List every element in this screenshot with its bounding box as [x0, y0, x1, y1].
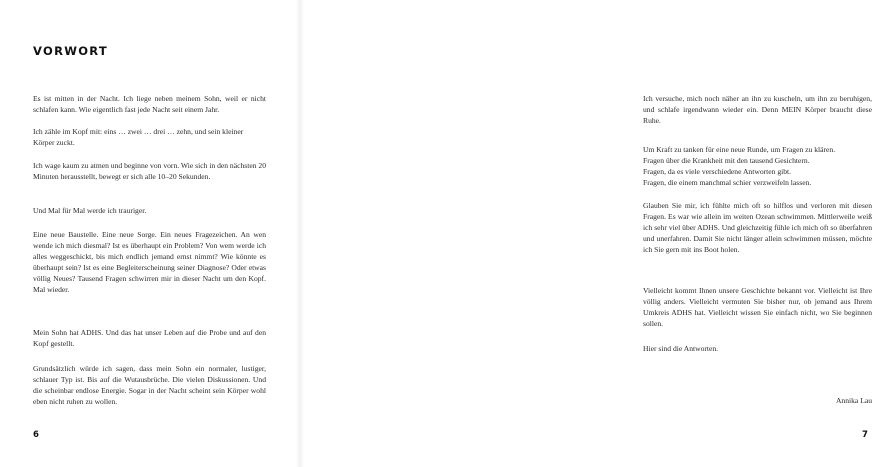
paragraph: Es ist mitten in der Nacht. Ich liege neben meinem Sohn, weil er nicht schlafen kann. Wie eigentlich fast jede Nacht seit einem Jahr. [33, 94, 266, 114]
paragraph: Hier sind die Antworten. [643, 344, 719, 353]
paragraph: Grundsätzlich würde ich sagen, dass mein Sohn ein normaler, lustiger, schlauer Typ ist. Bis auf die Wutausbrüche. Die vielen Diskussionen. Und die scheinbar endlose Energie. Sogar in der Nacht scheint sein Körper wohl eben nicht ruhen zu wollen. [33, 364, 266, 406]
paragraph: Ich zähle im Kopf mit: eins … zwei … drei … zehn, und sein kleiner Körper zuckt. [33, 127, 244, 147]
chapter-heading: VORWORT [33, 44, 109, 58]
paragraph: Eine neue Baustelle. Eine neue Sorge. Ein neues Fragezeichen. An wen wende ich mich diesmal? Ist es überhaupt ein Problem? Von wem werde ich alles weggeschickt, bis mich endlich jemand ernst nimmt? Wie könnte es überhaupt sein? Ist es eine Begleiterscheinung seiner Diagnose? Oder etwas völlig Neues? Tausend Fragen schwirren mir in dieser Nacht um den Kopf. Mal wieder. [33, 230, 266, 294]
right-page [300, 0, 872, 467]
left-page [0, 0, 300, 467]
author-signature: Annika Lau [835, 396, 872, 405]
paragraph: Ich versuche, mich noch näher an ihn zu kuscheln, um ihn zu beruhigen, und schlafe irgendwann wieder ein. Denn MEIN Körper braucht diese Ruhe. [643, 94, 872, 125]
paragraph: Um Kraft zu tanken für eine neue Runde, um Fragen zu klären. Fragen über die Krankheit mit den tausend Gesichtern. Fragen, da es viele verschiedene Antworten gibt. Fragen, die einem manchmal schier verzweifeln lassen. [643, 145, 836, 187]
paragraph: Und Mal für Mal werde ich trauriger. [33, 206, 147, 215]
page-number-left: 6 [33, 430, 39, 440]
page-number-right: 7 [862, 430, 868, 440]
paragraph: Mein Sohn hat ADHS. Und das hat unser Leben auf die Probe und auf den Kopf gestellt. [33, 328, 266, 348]
paragraph: Ich wage kaum zu atmen und beginne von vorn. Wie sich in den nächsten 20 Minuten herausstellt, bewegt er sich alle 10–20 Sekunden. [33, 161, 266, 181]
paragraph: Vielleicht kommt Ihnen unsere Geschichte bekannt vor. Vielleicht ist Ihre völlig anders. Vielleicht vermuten Sie bisher nur, ob jemand aus Ihrem Umkreis ADHS hat. Vielleicht wissen Sie einfach nicht, wo Sie beginnen sollen. [643, 286, 872, 328]
paragraph: Glauben Sie mir, ich fühlte mich oft so hilflos und verloren mit diesen Fragen. Es war wie allein im weiten Ozean schwimmen. Mittlerweile weiß ich sehr viel über ADHS. Und gleichzeitig fühle ich mich oft so überfahren und unerfahren. Damit Sie nicht länger allein schwimmen müssen, möchte ich Sie gern mit ins Boot holen. [643, 201, 872, 254]
